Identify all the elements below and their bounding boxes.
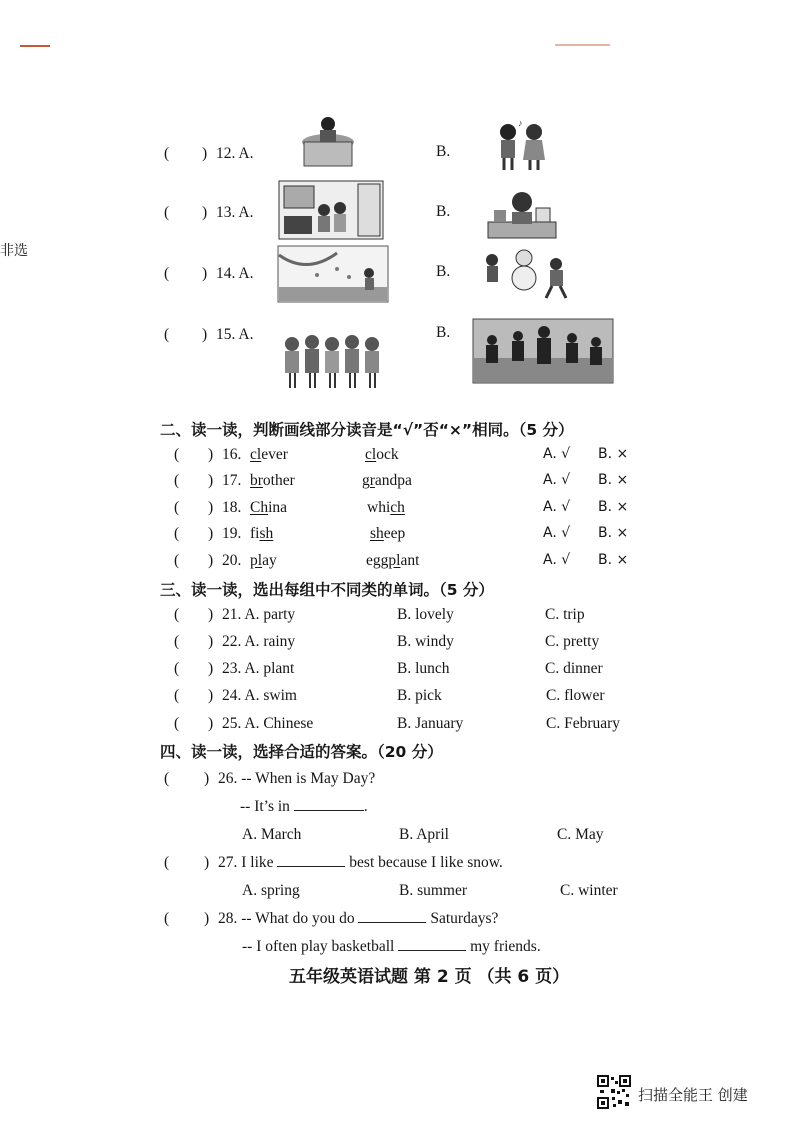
question-number: 16. <box>222 446 242 463</box>
word-2: eggplant <box>366 552 420 569</box>
answer-bracket-close: ) <box>202 145 208 162</box>
word-1: play <box>250 552 277 569</box>
svg-text:♪: ♪ <box>518 118 523 128</box>
option-b[interactable]: B. × <box>598 499 629 515</box>
answer-bracket-close: ) <box>208 499 214 516</box>
group-of-children-picture <box>280 330 384 392</box>
option-b-label: B. <box>436 203 451 220</box>
answer-bracket-close: ) <box>202 326 208 343</box>
answer-bracket-open[interactable]: ( <box>164 326 170 343</box>
answer-bracket-open[interactable]: ( <box>174 715 180 732</box>
scan-mark <box>555 44 610 46</box>
option-a[interactable]: A. √ <box>543 552 571 568</box>
question-text: 26. -- When is May Day? <box>218 770 376 787</box>
answer-sentence: -- It’s in . <box>240 798 368 815</box>
answer-bracket-close: ) <box>204 910 210 927</box>
word-1: fish <box>250 525 274 542</box>
word-2: clock <box>365 446 399 463</box>
option-a[interactable]: 23. A. plant <box>222 660 295 677</box>
scan-mark <box>20 45 50 47</box>
autumn-leaves-picture <box>277 245 389 303</box>
option-a[interactable]: A. √ <box>543 525 571 541</box>
answer-bracket-close: ) <box>202 204 208 221</box>
answer-bracket-open[interactable]: ( <box>174 633 180 650</box>
question-text: 27. I like best because I like snow. <box>218 854 503 871</box>
option-b[interactable]: B. × <box>598 446 629 462</box>
answer-bracket-open[interactable]: ( <box>174 606 180 623</box>
snowman-children-picture <box>480 246 578 302</box>
option-c[interactable]: C. February <box>546 715 621 732</box>
option-a[interactable]: 21. A. party <box>222 606 296 623</box>
qr-code-icon <box>597 1075 631 1109</box>
girl-doing-homework-picture <box>486 184 558 240</box>
option-b[interactable]: B. × <box>598 525 629 541</box>
option-b[interactable]: B. lunch <box>397 660 450 677</box>
answer-bracket-close: ) <box>208 715 214 732</box>
answer-bracket-open[interactable]: ( <box>164 265 170 282</box>
answer-bracket-open[interactable]: ( <box>174 499 180 516</box>
answer-bracket-open[interactable]: ( <box>164 770 170 787</box>
option-a[interactable]: A. √ <box>543 446 571 462</box>
children-singing-picture <box>490 118 552 172</box>
word-2: grandpa <box>362 472 412 489</box>
scanner-watermark: 扫描全能王 创建 <box>638 1086 748 1104</box>
answer-bracket-open[interactable]: ( <box>174 472 180 489</box>
word-1: China <box>250 499 288 516</box>
word-1: clever <box>250 446 288 463</box>
margin-text: 非选 <box>0 243 28 259</box>
option-b-label: B. <box>436 263 451 280</box>
answer-bracket-open[interactable]: ( <box>164 854 170 871</box>
option-b[interactable]: B. lovely <box>397 606 454 623</box>
answer-bracket-close: ) <box>208 660 214 677</box>
question-number: 14. A. <box>216 265 254 282</box>
answer-blank[interactable] <box>398 938 466 951</box>
section-2-title: 二、读一读，判断画线部分读音是“√”否“×”相同。（5 分） <box>160 421 574 439</box>
room-cleaning-picture <box>278 180 384 240</box>
option-c[interactable]: C. flower <box>546 687 605 704</box>
answer-bracket-close: ) <box>204 770 210 787</box>
question-number: 18. <box>222 499 242 516</box>
answer-bracket-open[interactable]: ( <box>164 910 170 927</box>
question-number: 15. A. <box>216 326 254 343</box>
option-c[interactable]: C. winter <box>560 882 618 899</box>
answer-bracket-close: ) <box>208 606 214 623</box>
tai-chi-exercise-picture <box>472 318 614 384</box>
option-b[interactable]: B. January <box>397 715 464 732</box>
option-b[interactable]: B. × <box>598 472 629 488</box>
answer-bracket-open[interactable]: ( <box>174 525 180 542</box>
option-b[interactable]: B. windy <box>397 633 454 650</box>
answer-sentence: -- I often play basketball my friends. <box>242 938 541 955</box>
answer-bracket-close: ) <box>208 633 214 650</box>
page-footer: 五年级英语试题 第 2 页 （共 6 页） <box>289 967 570 987</box>
answer-bracket-open[interactable]: ( <box>174 446 180 463</box>
option-c[interactable]: C. dinner <box>545 660 603 677</box>
question-number: 12. A. <box>216 145 254 162</box>
answer-blank[interactable] <box>277 854 345 867</box>
answer-bracket-open[interactable]: ( <box>174 660 180 677</box>
option-c[interactable]: C. May <box>557 826 604 843</box>
answer-blank[interactable] <box>294 798 364 811</box>
dinner-table-picture <box>296 112 360 170</box>
answer-bracket-close: ) <box>208 446 214 463</box>
section-4-title: 四、读一读，选择合适的答案。（20 分） <box>160 743 443 761</box>
option-b[interactable]: B. summer <box>399 882 468 899</box>
answer-bracket-open[interactable]: ( <box>174 552 180 569</box>
question-number: 17. <box>222 472 242 489</box>
answer-bracket-open[interactable]: ( <box>164 204 170 221</box>
answer-bracket-close: ) <box>208 687 214 704</box>
option-a[interactable]: A. √ <box>543 472 571 488</box>
answer-bracket-open[interactable]: ( <box>164 145 170 162</box>
question-text: 28. -- What do you do Saturdays? <box>218 910 499 927</box>
option-a[interactable]: 25. A. Chinese <box>222 715 314 732</box>
answer-bracket-close: ) <box>204 854 210 871</box>
option-a[interactable]: A. √ <box>543 499 571 515</box>
option-b[interactable]: B. April <box>399 826 449 843</box>
question-number: 13. A. <box>216 204 254 221</box>
answer-bracket-open[interactable]: ( <box>174 687 180 704</box>
answer-bracket-close: ) <box>208 472 214 489</box>
answer-blank[interactable] <box>358 910 426 923</box>
option-a[interactable]: A. spring <box>242 882 300 899</box>
word-2: which <box>367 499 405 516</box>
option-b[interactable]: B. × <box>598 552 629 568</box>
question-number: 19. <box>222 525 242 542</box>
answer-bracket-close: ) <box>208 525 214 542</box>
option-a[interactable]: 24. A. swim <box>222 687 297 704</box>
answer-bracket-close: ) <box>202 265 208 282</box>
option-c[interactable]: C. trip <box>545 606 585 623</box>
option-a[interactable]: 22. A. rainy <box>222 633 296 650</box>
option-a[interactable]: A. March <box>242 826 302 843</box>
option-b[interactable]: B. pick <box>397 687 442 704</box>
answer-bracket-close: ) <box>208 552 214 569</box>
option-b-label: B. <box>436 143 451 160</box>
section-3-title: 三、读一读，选出每组中不同类的单词。（5 分） <box>160 581 494 599</box>
option-b-label: B. <box>436 324 451 341</box>
option-c[interactable]: C. pretty <box>545 633 600 650</box>
word-2: sheep <box>370 525 406 542</box>
word-1: brother <box>250 472 295 489</box>
question-number: 20. <box>222 552 242 569</box>
